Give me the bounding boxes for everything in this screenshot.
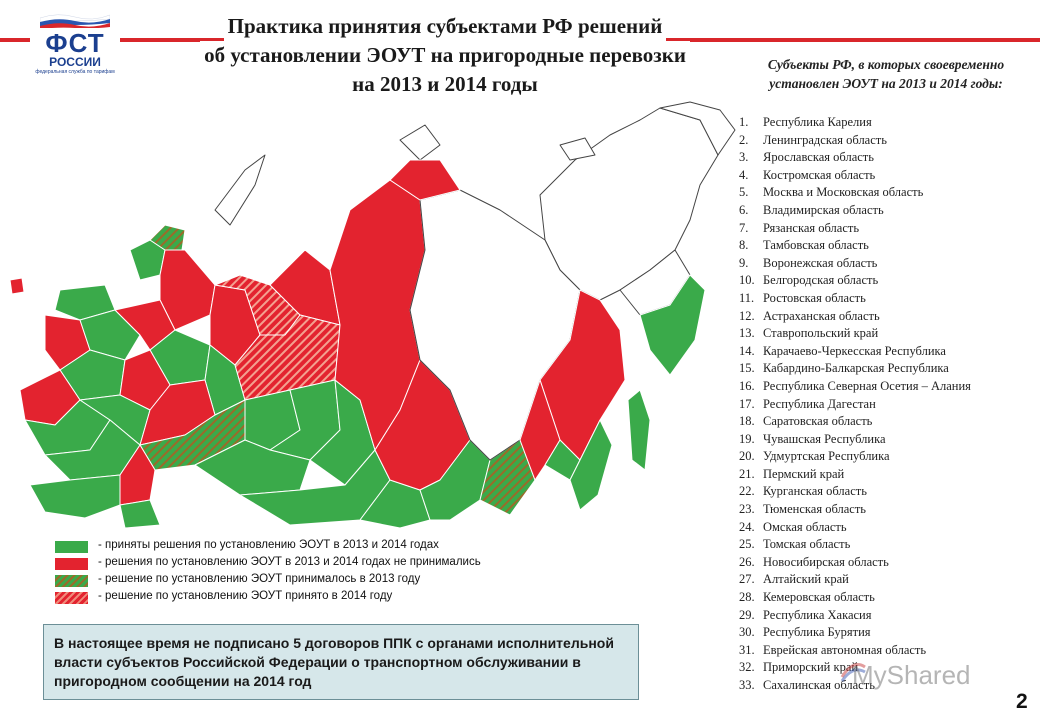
subject-name: Ставропольский край [763,326,879,341]
subject-number: 33. [739,678,755,692]
subject-item [739,167,1039,185]
subject-name: Москва и Московская область [763,185,924,200]
subject-number: 18. [739,414,755,429]
subject-name: Республика Дагестан [763,396,876,411]
page-title [140,12,750,99]
subject-number: 2. [739,132,749,147]
russia-map [0,100,740,530]
subject-number: 11. [739,290,755,305]
kaliningrad-region [10,278,24,294]
subject-item [739,272,1039,290]
subject-number: 21. [739,466,755,481]
subject-name: Республика Бурятия [763,625,871,640]
subject-item [739,202,1039,220]
subject-number: 23. [739,502,755,517]
legend-label: - решение по установлению ЭОУТ принималось в 2013 году [98,573,421,585]
subject-number: 27. [739,572,755,587]
subject-item [739,554,1039,572]
title-line-2: об установлении ЭОУТ на пригородные перевозки [200,41,690,70]
logo-country: РОССИИ [49,55,101,69]
subject-item [739,466,1039,484]
subject-name: Республика Северная Осетия – Алания [763,378,971,393]
page-number: 2 [1016,690,1028,713]
subject-number: 25. [739,537,755,552]
subject-number: 13. [739,326,755,341]
subject-item [739,396,1039,414]
subject-name: Чувашская Республика [763,431,886,446]
subject-number: 10. [739,273,755,288]
subject-name: Ленинградская область [763,132,887,147]
subject-item [739,149,1039,167]
sakhalin-region [628,390,650,470]
subjects-heading: Субъекты РФ, в которых своевременно установлен ЭОУТ на 2013 и 2014 годы: [767,57,1005,91]
subject-number: 29. [739,607,755,622]
subject-name: Саратовская область [763,414,873,429]
subject-item [739,642,1039,660]
legend-label: - решения по установлению ЭОУТ в 2013 и 2014 годах не принимались [98,556,481,568]
subject-number: 28. [739,590,755,605]
subject-item [739,255,1039,273]
subject-item [739,184,1039,202]
subject-item [739,519,1039,537]
subject-item [739,536,1039,554]
subject-name: Пермский край [763,466,845,481]
flag-icon [40,12,110,28]
subject-name: Республика Карелия [763,115,872,129]
subject-item [739,114,1039,132]
subject-number: 26. [739,554,755,569]
subject-name: Кабардино-Балкарская Республика [763,361,949,376]
subject-item [739,290,1039,308]
subject-item [739,448,1039,466]
subject-number: 20. [739,449,755,464]
subject-name: Костромская область [763,167,876,182]
title-line-1: Практика принятия субъектами РФ решений [224,12,667,41]
legend-row [55,555,655,572]
subject-item [739,237,1039,255]
subject-item [739,624,1039,642]
subject-name: Курганская область [763,484,867,499]
legend-swatch [55,558,88,570]
subject-number: 30. [739,625,755,640]
subject-name: Ярославская область [763,150,874,165]
subject-number: 5. [739,185,749,200]
subject-item [739,378,1039,396]
subject-name: Астраханская область [763,308,880,323]
subject-item [739,431,1039,449]
subject-number: 15. [739,361,755,376]
far-east-region [540,108,718,300]
subject-name: Владимирская область [763,202,884,217]
subject-name: Республика Хакасия [763,607,872,622]
legend-swatch [55,575,88,587]
subject-number: 22. [739,484,755,499]
subject-item [739,220,1039,238]
subject-number: 19. [739,431,755,446]
subject-name: Рязанская область [763,220,860,235]
subject-number: 16. [739,378,755,393]
legend-row [55,589,655,606]
subject-name: Удмуртская Республика [763,449,890,464]
subject-item [739,325,1039,343]
subject-item [739,132,1039,150]
logo-abbr: ФСТ [45,28,105,58]
subject-item [739,413,1039,431]
subject-number: 12. [739,308,755,323]
subject-name: Новосибирская область [763,554,889,569]
subject-number: 24. [739,519,755,534]
fst-logo [30,8,120,74]
subject-number: 7. [739,220,749,235]
subject-name: Сахалинская область [763,678,875,692]
novaya-zemlya-island [215,155,265,225]
subject-item [739,308,1039,326]
subject-name: Тамбовская область [763,238,869,253]
logo-subtitle: федеральная служба по тарифам [35,69,115,75]
subject-number: 17. [739,396,755,411]
legend-label: - решение по установлению ЭОУТ принято в 2014 году [98,590,393,602]
subject-name: Воронежская область [763,255,878,270]
subject-number: 32. [739,660,755,675]
subject-name: Еврейская автономная область [763,642,927,657]
subject-number: 8. [739,238,749,253]
subject-number: 31. [739,642,755,657]
subject-number: 6. [739,202,749,217]
legend-row [55,538,655,555]
subject-name: Ростовская область [763,290,866,305]
subject-item [739,360,1039,378]
subject-number: 9. [739,255,749,270]
legend-label: - приняты решения по установлению ЭОУТ в 2013 и 2014 годах [98,539,439,551]
subject-name: Приморский край [763,660,859,675]
subject-name: Карачаево-Черкесская Республика [763,343,946,358]
notice-box: В настоящее время не подписано 5 договоров ППК с органами исполнительной власти субъектов Российской Федерации о транспортном обслуживании в пригородном сообщении на 2014 год [43,624,639,700]
subject-name: Алтайский край [763,572,849,587]
subject-item [739,571,1039,589]
watermark-text: MyShared [852,660,971,690]
legend-swatch [55,541,88,553]
subject-name: Томская область [763,537,851,552]
subject-number: 14. [739,343,755,358]
subjects-list [739,114,1039,695]
subject-item [739,343,1039,361]
severnaya-zemlya-island [400,125,440,160]
subject-name: Кемеровская область [763,590,875,605]
subject-number: 3. [739,150,749,165]
subject-name: Белгородская область [763,273,879,288]
subject-item [739,501,1039,519]
north-caucasus-region [30,475,120,518]
map-legend [55,538,655,606]
subject-item [739,483,1039,501]
dagestan-region [120,500,160,528]
subject-number: 1. [739,115,749,129]
subject-item [739,607,1039,625]
subject-name: Тюменская область [763,502,866,517]
legend-swatch [55,592,88,604]
subject-item [739,589,1039,607]
legend-row [55,572,655,589]
subject-name: Омская область [763,519,847,534]
subject-number: 4. [739,167,749,182]
title-line-3: на 2013 и 2014 годы [348,70,542,99]
